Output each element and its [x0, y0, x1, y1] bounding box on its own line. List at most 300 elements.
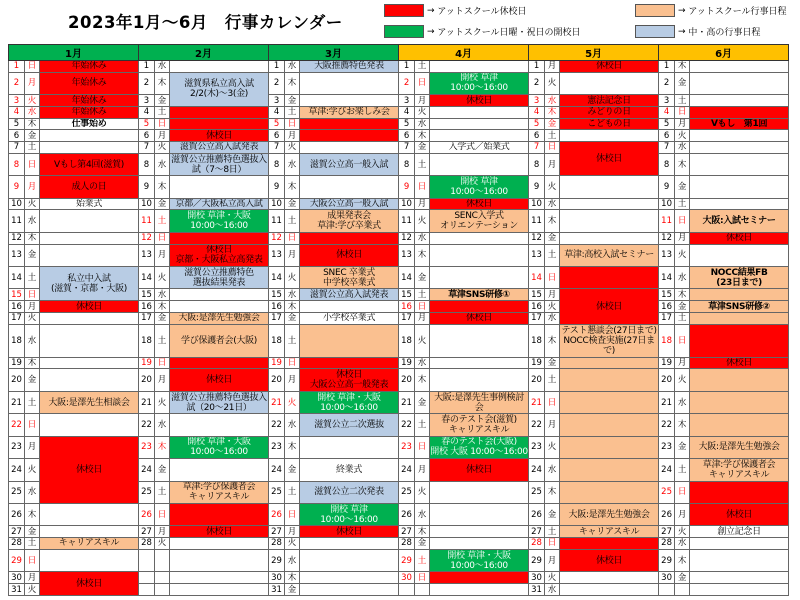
- weekday: 木: [415, 130, 430, 142]
- day-number: 21: [269, 391, 285, 413]
- weekday: 水: [285, 549, 300, 571]
- event-cell: [170, 153, 269, 175]
- day-number: 19: [269, 357, 285, 369]
- weekday: 土: [285, 210, 300, 232]
- day-number: 18: [529, 324, 545, 357]
- weekday: 水: [155, 289, 170, 301]
- weekday: 火: [545, 301, 560, 313]
- event-label: 年始休み: [71, 78, 107, 89]
- event-cell: [40, 312, 139, 324]
- day-number: 29: [269, 549, 285, 571]
- event-cell: [690, 210, 789, 232]
- day-number: 11: [269, 210, 285, 232]
- event-cell: [690, 244, 789, 266]
- event-label: 仕事始め: [71, 118, 107, 129]
- event-cell: [300, 72, 399, 94]
- weekday: 日: [285, 503, 300, 525]
- day-number: 31: [529, 584, 545, 596]
- weekday: 日: [545, 538, 560, 550]
- weekday: 金: [675, 72, 690, 94]
- weekday: 金: [675, 301, 690, 313]
- day-number: 6: [269, 130, 285, 142]
- weekday: 火: [25, 198, 40, 210]
- event-cell: [430, 118, 529, 130]
- day-number: 21: [9, 391, 25, 413]
- event-cell: [430, 106, 529, 118]
- day-number: 25: [9, 481, 25, 503]
- event-cell: [300, 130, 399, 142]
- weekday: 木: [545, 210, 560, 232]
- event-cell: [430, 503, 529, 525]
- event-label: 開校 草津・大阪 10:00～16:00: [187, 211, 251, 232]
- weekday: 日: [25, 61, 40, 73]
- day-number: 17: [399, 312, 415, 324]
- day-number: 26: [659, 503, 675, 525]
- day-number: 2: [399, 72, 415, 94]
- event-cell: [300, 538, 399, 550]
- weekday: 日: [285, 118, 300, 130]
- event-label: 休校日: [205, 375, 233, 386]
- event-cell: [560, 210, 659, 232]
- table-row: [9, 176, 789, 198]
- event-label: みどりの日: [587, 107, 631, 118]
- event-cell: [690, 481, 789, 503]
- day-number: 22: [139, 414, 155, 436]
- event-label: NOCC結果FB (23日まで): [710, 267, 768, 288]
- event-cell: [300, 244, 399, 266]
- event-cell: [560, 459, 659, 481]
- event-label: 成人の日: [71, 181, 107, 192]
- event-cell: [40, 369, 139, 391]
- day-number: 17: [529, 312, 545, 324]
- weekday: 金: [285, 312, 300, 324]
- day-number: 10: [529, 198, 545, 210]
- weekday: 水: [545, 584, 560, 596]
- table-row: [9, 153, 789, 175]
- event-label: 大阪:是澤先生勉強会: [698, 442, 780, 453]
- day-number: 22: [269, 414, 285, 436]
- event-cell: [430, 459, 529, 481]
- event-cell: [170, 106, 269, 118]
- weekday: [415, 584, 430, 596]
- legend-school-open-holiday: [384, 25, 581, 38]
- event-label: 始業式: [75, 199, 103, 210]
- day-number: 17: [9, 312, 25, 324]
- day-number: 20: [529, 369, 545, 391]
- event-label: キャリアスキル: [578, 526, 640, 537]
- day-number: 20: [139, 369, 155, 391]
- day-number: 24: [139, 459, 155, 481]
- day-number: 8: [399, 153, 415, 175]
- event-cell: [430, 324, 529, 357]
- event-cell: [560, 526, 659, 538]
- event-cell: [430, 584, 529, 596]
- weekday: 火: [415, 481, 430, 503]
- day-number: 7: [139, 142, 155, 154]
- event-cell: [40, 232, 139, 244]
- weekday: 水: [415, 232, 430, 244]
- weekday: 水: [545, 95, 560, 107]
- event-cell: [690, 459, 789, 481]
- event-cell: [430, 289, 529, 301]
- day-number: 14: [9, 266, 25, 288]
- event-label: 大阪:是澤先生勉強会: [568, 509, 650, 520]
- event-cell: [560, 198, 659, 210]
- day-number: 18: [139, 324, 155, 357]
- event-label: 開校 草津 10:00～16:00: [320, 504, 378, 525]
- event-cell: [40, 301, 139, 313]
- event-cell: [560, 414, 659, 436]
- day-number: 24: [529, 459, 545, 481]
- month-header: 3月: [269, 45, 399, 61]
- day-number: 25: [139, 481, 155, 503]
- weekday: 金: [415, 538, 430, 550]
- weekday: 月: [675, 503, 690, 525]
- weekday: 月: [25, 176, 40, 198]
- event-cell: [560, 549, 659, 571]
- weekday: 木: [675, 153, 690, 175]
- day-number: 8: [529, 153, 545, 175]
- weekday: 火: [25, 95, 40, 107]
- event-cell: [170, 198, 269, 210]
- table-row: [9, 142, 789, 154]
- event-label: 開校 草津・大阪 10:00～16:00: [187, 437, 251, 458]
- day-number: 24: [269, 459, 285, 481]
- day-number: 25: [529, 481, 545, 503]
- weekday: 火: [675, 369, 690, 391]
- day-number: 13: [659, 244, 675, 266]
- event-cell: [690, 95, 789, 107]
- event-cell: [40, 153, 139, 175]
- event-cell: [300, 266, 399, 288]
- event-cell: [690, 61, 789, 73]
- event-cell: [430, 481, 529, 503]
- event-label: 休校日: [466, 313, 493, 324]
- event-cell: [170, 142, 269, 154]
- event-cell: [430, 572, 529, 584]
- day-number: 30: [9, 572, 25, 584]
- weekday: 月: [25, 572, 40, 584]
- event-label: SENC入学式 オリエンテーション: [440, 211, 518, 232]
- month-header-row: [9, 45, 789, 61]
- weekday: 水: [545, 312, 560, 324]
- event-label: 滋賀公立二次選抜: [314, 419, 384, 430]
- event-cell: [560, 538, 659, 550]
- day-number: 25: [269, 481, 285, 503]
- event-cell: [690, 176, 789, 198]
- day-number: 11: [139, 210, 155, 232]
- weekday: 火: [545, 72, 560, 94]
- day-number: 17: [269, 312, 285, 324]
- weekday: 日: [545, 391, 560, 413]
- day-number: 29: [529, 549, 545, 571]
- weekday: 水: [25, 481, 40, 503]
- event-cell: [170, 459, 269, 481]
- event-label: 草津:高校入試セミナー: [564, 250, 654, 261]
- event-cell: [560, 289, 659, 324]
- weekday: 水: [285, 61, 300, 73]
- event-cell: [40, 391, 139, 413]
- weekday: 火: [545, 572, 560, 584]
- event-cell: [300, 572, 399, 584]
- table-row: [9, 369, 789, 391]
- day-number: 23: [139, 436, 155, 458]
- weekday: 月: [675, 232, 690, 244]
- weekday: 日: [285, 232, 300, 244]
- day-number: 19: [659, 357, 675, 369]
- event-label: 学び保護者会(大阪): [181, 335, 258, 346]
- day-number: 30: [399, 572, 415, 584]
- event-cell: [300, 357, 399, 369]
- event-cell: [300, 503, 399, 525]
- day-number: 28: [139, 538, 155, 550]
- event-label: 休校日: [596, 301, 623, 312]
- weekday: 木: [545, 106, 560, 118]
- weekday: 月: [25, 436, 40, 458]
- day-number: 23: [529, 436, 545, 458]
- weekday: 月: [415, 198, 430, 210]
- weekday: 土: [675, 95, 690, 107]
- day-number: 6: [659, 130, 675, 142]
- event-cell: [430, 436, 529, 458]
- weekday: 日: [415, 572, 430, 584]
- weekday: 火: [25, 584, 40, 596]
- weekday: 月: [545, 153, 560, 175]
- weekday: 水: [415, 503, 430, 525]
- day-number: 20: [9, 369, 25, 391]
- weekday: 水: [675, 142, 690, 154]
- day-number: 14: [529, 266, 545, 288]
- event-cell: [690, 538, 789, 550]
- day-number: 14: [269, 266, 285, 288]
- event-label: 休校日: [335, 250, 363, 261]
- event-cell: [430, 176, 529, 198]
- event-cell: [560, 118, 659, 130]
- weekday: 日: [25, 549, 40, 571]
- event-label: 休校日: [75, 464, 103, 475]
- event-label: 滋賀公立推薦特色 選抜結果発表: [184, 267, 254, 288]
- weekday: 日: [25, 153, 40, 175]
- weekday: 金: [675, 572, 690, 584]
- weekday: 木: [285, 301, 300, 313]
- day-number: 26: [139, 503, 155, 525]
- weekday: 火: [415, 210, 430, 232]
- day-number: 15: [269, 289, 285, 301]
- day-number: 1: [269, 61, 285, 73]
- day-number: 3: [399, 95, 415, 107]
- event-cell: [170, 232, 269, 244]
- event-cell: [560, 232, 659, 244]
- weekday: 土: [545, 130, 560, 142]
- event-cell: [430, 210, 529, 232]
- day-number: 27: [139, 526, 155, 538]
- day-number: 27: [269, 526, 285, 538]
- weekday: 木: [415, 369, 430, 391]
- day-number: 2: [529, 72, 545, 94]
- day-number: 2: [659, 72, 675, 94]
- event-cell: [170, 503, 269, 525]
- weekday: 日: [545, 266, 560, 288]
- event-cell: [300, 106, 399, 118]
- day-number: 24: [659, 459, 675, 481]
- day-number: 21: [399, 391, 415, 413]
- event-cell: [300, 289, 399, 301]
- event-label: 大阪:是澤先生事例検討会: [434, 392, 524, 413]
- weekday: 金: [675, 436, 690, 458]
- weekday: 日: [285, 357, 300, 369]
- weekday: 土: [675, 459, 690, 481]
- weekday: 火: [285, 266, 300, 288]
- event-cell: [560, 584, 659, 596]
- event-cell: [40, 538, 139, 550]
- day-number: 3: [9, 95, 25, 107]
- event-label: 滋賀県私立高入試 2/2(木)～3(金): [184, 79, 254, 100]
- weekday: 水: [285, 153, 300, 175]
- event-label: キャリアスキル: [58, 538, 120, 549]
- weekday: 月: [155, 244, 170, 266]
- table-row: [9, 572, 789, 584]
- weekday: 月: [545, 289, 560, 301]
- event-cell: [430, 61, 529, 73]
- event-label: 休校日: [466, 464, 493, 475]
- day-number: 6: [529, 130, 545, 142]
- weekday: 日: [25, 289, 40, 301]
- event-label: 成果発表会 草津:学び卒業式: [317, 211, 381, 232]
- event-cell: [170, 538, 269, 550]
- weekday: 日: [155, 357, 170, 369]
- table-row: [9, 549, 789, 571]
- day-number: [139, 584, 155, 596]
- table-row: [9, 72, 789, 94]
- weekday: 火: [415, 106, 430, 118]
- day-number: 10: [139, 198, 155, 210]
- event-cell: [560, 72, 659, 94]
- event-label: 終業式: [335, 464, 363, 475]
- event-label: 開校 草津 10:00～16:00: [450, 73, 508, 94]
- day-number: 5: [399, 118, 415, 130]
- day-number: 7: [399, 142, 415, 154]
- day-number: 5: [659, 118, 675, 130]
- weekday: [155, 572, 170, 584]
- day-number: 2: [139, 72, 155, 94]
- weekday: 木: [25, 118, 40, 130]
- weekday: 金: [285, 584, 300, 596]
- event-label: 大阪:入試セミナー: [702, 216, 776, 227]
- weekday: 日: [155, 118, 170, 130]
- weekday: 金: [675, 176, 690, 198]
- weekday: 火: [155, 391, 170, 413]
- day-number: 6: [9, 130, 25, 142]
- event-cell: [560, 106, 659, 118]
- month-header: 4月: [399, 45, 529, 61]
- weekday: 土: [155, 324, 170, 357]
- event-cell: [560, 324, 659, 357]
- event-cell: [170, 481, 269, 503]
- event-cell: [430, 232, 529, 244]
- day-number: 21: [529, 391, 545, 413]
- event-cell: [170, 118, 269, 130]
- weekday: 土: [285, 106, 300, 118]
- event-cell: [430, 391, 529, 413]
- weekday: 木: [675, 549, 690, 571]
- event-cell: [560, 572, 659, 584]
- event-cell: [690, 198, 789, 210]
- day-number: 6: [399, 130, 415, 142]
- weekday: [155, 549, 170, 571]
- event-cell: [40, 142, 139, 154]
- event-cell: [300, 232, 399, 244]
- event-cell: [560, 130, 659, 142]
- weekday: 水: [155, 414, 170, 436]
- event-label: 休校日: [75, 578, 103, 589]
- weekday: 土: [415, 61, 430, 73]
- legend-school-closed: [384, 4, 527, 17]
- event-cell: [300, 481, 399, 503]
- weekday: 土: [415, 549, 430, 571]
- event-cell: [690, 130, 789, 142]
- event-label: 草津SNS研修①: [448, 289, 510, 300]
- event-label: 大阪公立高一般入試: [309, 199, 389, 210]
- event-cell: [40, 118, 139, 130]
- weekday: 火: [285, 391, 300, 413]
- day-number: 30: [659, 572, 675, 584]
- event-label: 滋賀公立推薦特色選抜入試（7～8日）: [171, 154, 267, 175]
- table-row: [9, 357, 789, 369]
- weekday: 水: [675, 538, 690, 550]
- day-number: 18: [659, 324, 675, 357]
- event-label: 大阪:是澤先生勉強会: [178, 313, 260, 324]
- weekday: 日: [415, 301, 430, 313]
- day-number: 19: [9, 357, 25, 369]
- event-label: 年始休み: [71, 61, 107, 72]
- day-number: 15: [9, 289, 25, 301]
- weekday: 水: [285, 414, 300, 436]
- event-cell: [430, 414, 529, 436]
- day-number: 20: [659, 369, 675, 391]
- event-cell: [170, 549, 269, 571]
- weekday: 日: [675, 324, 690, 357]
- day-number: 9: [529, 176, 545, 198]
- event-label: 大阪推薦特色発表: [314, 61, 384, 72]
- day-number: 22: [399, 414, 415, 436]
- day-number: 2: [9, 72, 25, 94]
- event-cell: [170, 289, 269, 301]
- weekday: 水: [545, 459, 560, 481]
- legend-swatch-blue: [635, 25, 675, 38]
- event-cell: [300, 95, 399, 107]
- event-label: 休校日: [596, 61, 623, 72]
- day-number: 18: [9, 324, 25, 357]
- weekday: 日: [155, 232, 170, 244]
- event-label: 休校日 京都・大阪私立高発表: [175, 245, 263, 266]
- day-number: 19: [529, 357, 545, 369]
- weekday: 木: [285, 72, 300, 94]
- event-cell: [690, 369, 789, 391]
- day-number: 5: [9, 118, 25, 130]
- weekday: 木: [545, 481, 560, 503]
- day-number: 22: [529, 414, 545, 436]
- event-cell: [430, 301, 529, 313]
- day-number: 15: [659, 289, 675, 301]
- event-cell: [40, 210, 139, 232]
- day-number: 10: [269, 198, 285, 210]
- event-cell: [690, 232, 789, 244]
- weekday: 木: [155, 436, 170, 458]
- event-label: 休校日 大阪公立高一般発表: [309, 370, 389, 391]
- day-number: 25: [399, 481, 415, 503]
- weekday: 水: [675, 266, 690, 288]
- day-number: 8: [659, 153, 675, 175]
